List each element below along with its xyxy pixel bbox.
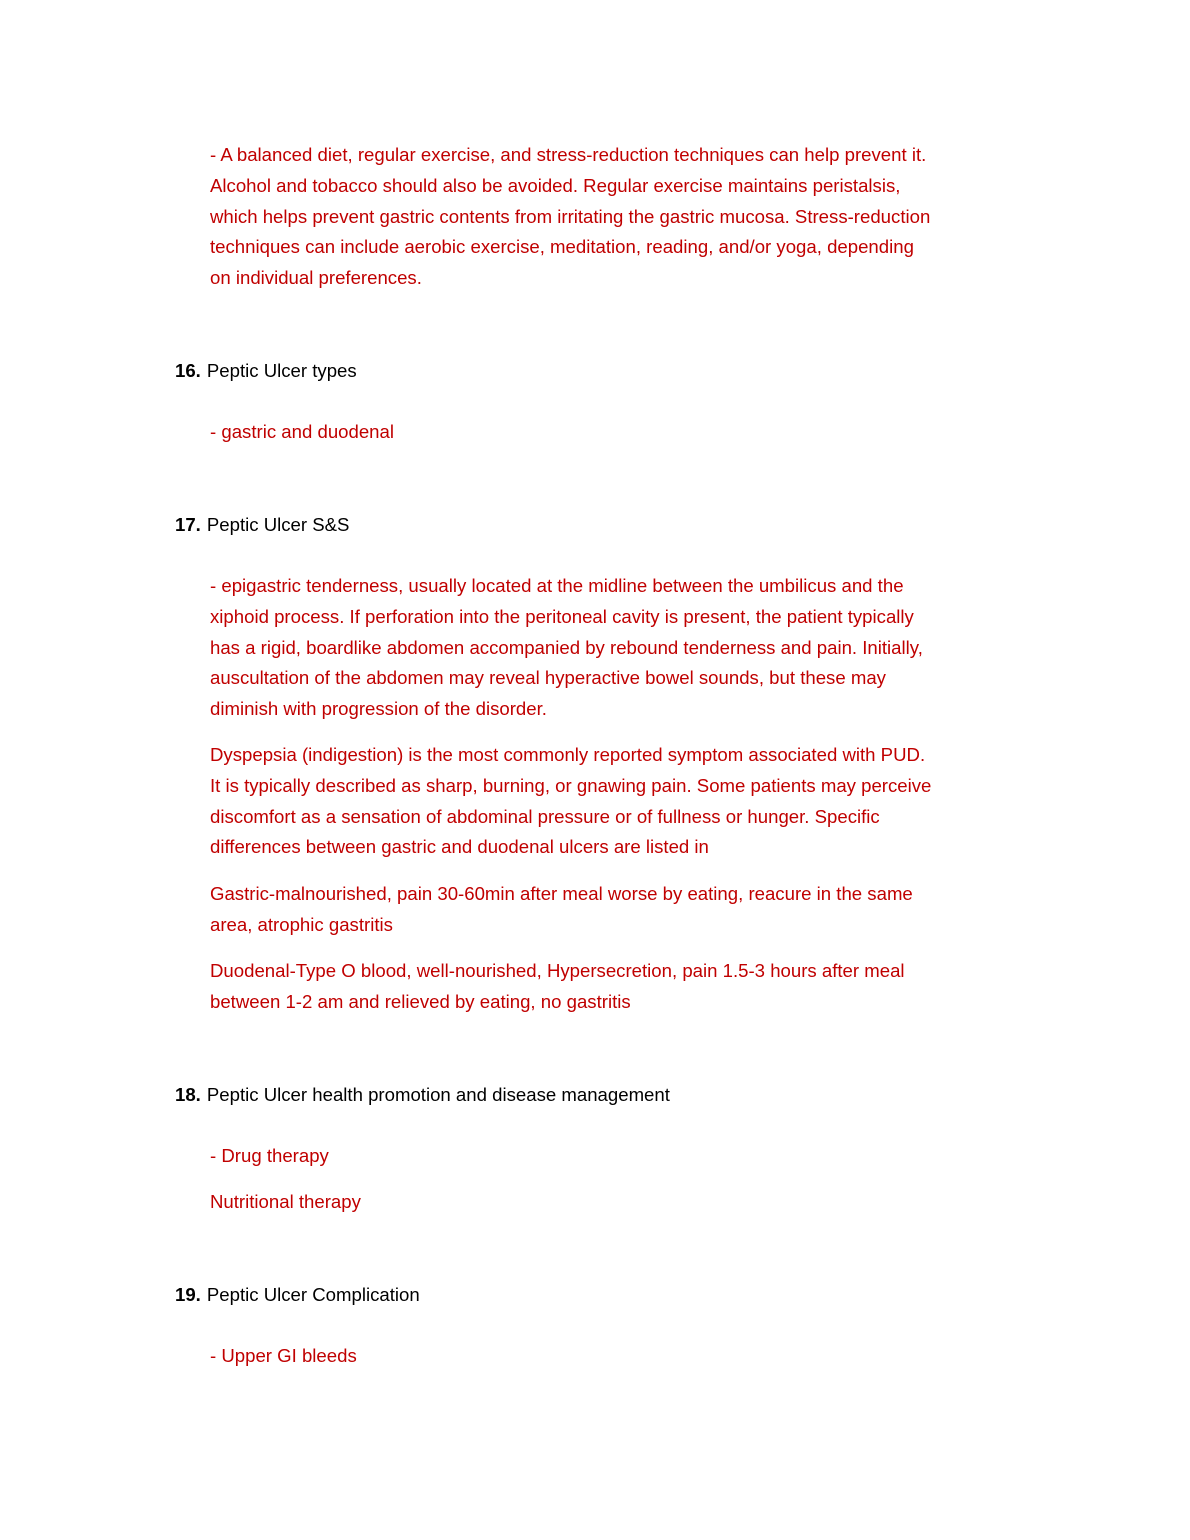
answer-line: between 1-2 am and relieved by eating, no gastritis: [210, 990, 631, 1012]
question-heading: [175, 1080, 670, 1111]
answer-line: Duodenal-Type O blood, well-nourished, Hypersecretion, pain 1.5-3 hours after meal: [210, 960, 905, 981]
answer-paragraph: [210, 1187, 361, 1218]
answer-line: xiphoid process. If perforation into the peritoneal cavity is present, the patient typically: [210, 605, 914, 627]
answer-line: - Drug therapy: [210, 1145, 329, 1166]
answer-line: auscultation of the abdomen may reveal hyperactive bowel sounds, but these may: [210, 667, 886, 689]
answer-line: - Upper GI bleeds: [210, 1345, 357, 1366]
question-number: 18.: [175, 1084, 201, 1105]
question-text: Peptic Ulcer health promotion and disease management: [206, 1084, 670, 1105]
answer-line: discomfort as a sensation of abdominal pressure or of fullness or hunger. Specific: [210, 805, 880, 827]
answer-line: techniques can include aerobic exercise, meditation, reading, and/or yoga, depending: [210, 236, 914, 258]
answer-line: Dyspepsia (indigestion) is the most commonly reported symptom associated with PUD.: [210, 744, 926, 765]
answer-line: diminish with progression of the disorder.: [210, 698, 547, 720]
answer-line: It is typically described as sharp, burning, or gnawing pain. Some patients may perceive: [210, 774, 932, 796]
question-heading: [175, 510, 349, 541]
answer-line: Alcohol and tobacco should also be avoided. Regular exercise maintains peristalsis,: [210, 174, 901, 196]
answer-line: which helps prevent gastric contents from irritating the gastric mucosa. Stress-reduction: [210, 205, 931, 227]
question-number: 19.: [175, 1284, 201, 1305]
answer-line: area, atrophic gastritis: [210, 913, 393, 935]
question-number: 17.: [175, 514, 201, 535]
question-text: Peptic Ulcer S&S: [206, 514, 350, 535]
answer-line: - gastric and duodenal: [210, 421, 394, 442]
answer-paragraph: [210, 417, 394, 448]
answer-paragraph: [210, 879, 913, 941]
answer-paragraph: [210, 740, 931, 863]
answer-line: differences between gastric and duodenal ulcers are listed in: [210, 836, 709, 858]
answer-paragraph: [210, 140, 930, 294]
answer-line: - A balanced diet, regular exercise, and stress-reduction techniques can help prevent it.: [210, 144, 927, 165]
answer-paragraph: [210, 571, 923, 725]
question-heading: [175, 356, 357, 387]
question-text: Peptic Ulcer types: [206, 360, 357, 381]
answer-line: - epigastric tenderness, usually located at the midline between the umbilicus and the: [210, 575, 904, 596]
answer-line: on individual preferences.: [210, 267, 422, 289]
question-text: Peptic Ulcer Complication: [206, 1284, 420, 1305]
answer-paragraph: [210, 1141, 329, 1172]
question-number: 16.: [175, 360, 201, 381]
answer-paragraph: [210, 956, 905, 1018]
answer-paragraph: [210, 1341, 357, 1372]
question-heading: [175, 1280, 420, 1311]
answer-line: Nutritional therapy: [210, 1191, 361, 1212]
answer-line: Gastric-malnourished, pain 30-60min after meal worse by eating, reacure in the same: [210, 883, 913, 904]
answer-line: has a rigid, boardlike abdomen accompanied by rebound tenderness and pain. Initially,: [210, 636, 923, 658]
